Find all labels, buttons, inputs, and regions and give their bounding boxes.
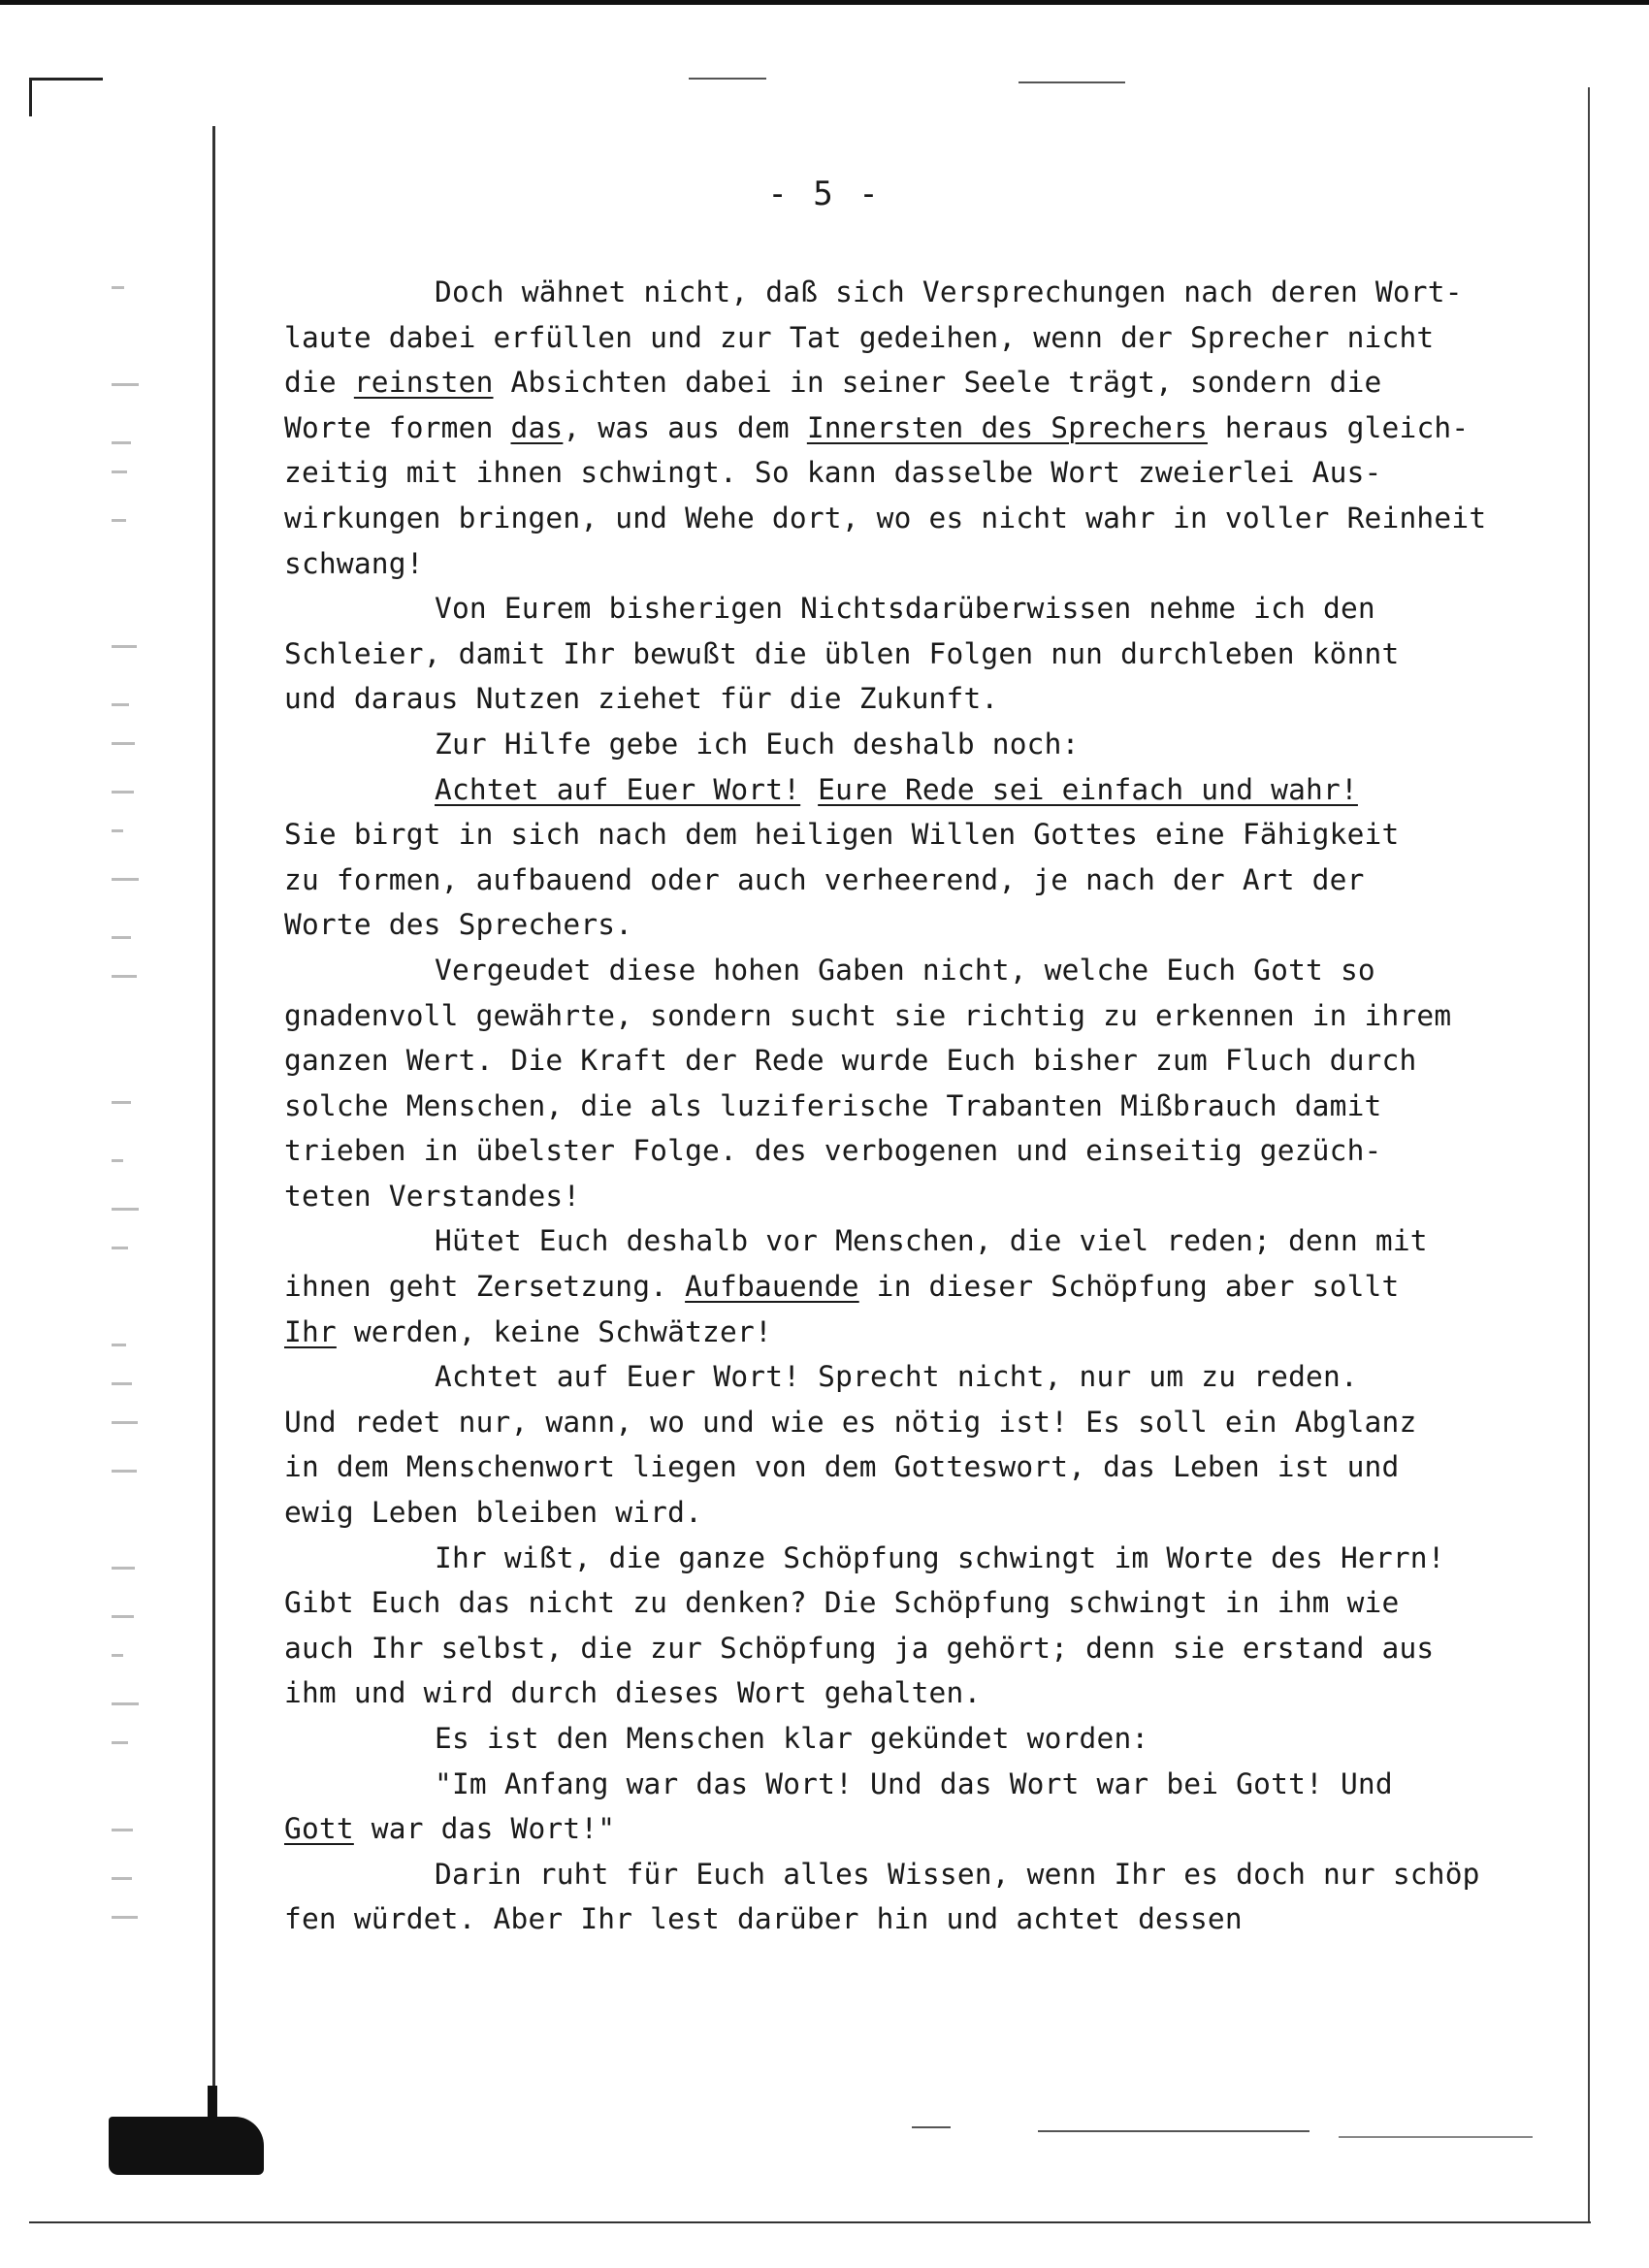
- text-segment: schwang!: [284, 546, 424, 580]
- text-line: [284, 993, 1584, 1039]
- text-line: [284, 1896, 1584, 1942]
- text-segment: Darin ruht für Euch alles Wissen, wenn Ihr es doch nur schöp: [435, 1857, 1480, 1891]
- text-line: [284, 1670, 1584, 1716]
- bottom-margin-rule: [29, 2221, 1591, 2223]
- underlined-text: Gott: [284, 1812, 354, 1846]
- margin-smudge: [112, 1824, 170, 1839]
- text-line: [284, 1128, 1584, 1174]
- margin-smudge: [112, 1736, 170, 1752]
- text-line: [284, 1400, 1584, 1445]
- scan-dash: [1018, 81, 1125, 83]
- text-segment: Absichten dabei in seiner Seele trägt, sondern die: [493, 366, 1382, 400]
- ink-blot-stem: [208, 2086, 217, 2124]
- margin-smudge: [112, 1465, 170, 1480]
- text-line: [284, 450, 1584, 496]
- text-line: [284, 1354, 1584, 1400]
- text-segment: Schleier, damit Ihr bewußt die üblen Folgen nun durchleben könnt: [284, 636, 1400, 670]
- underlined-text: reinsten: [353, 366, 494, 400]
- margin-smudge: [112, 786, 170, 801]
- margin-smudge: [112, 378, 170, 394]
- text-line: [284, 1580, 1584, 1626]
- text-segment: Worte formen: [284, 410, 511, 444]
- text-segment: Vergeudet diese hohen Gaben nicht, welche Euch Gott so: [435, 953, 1375, 987]
- text-segment: werden, keine Schwätzer!: [336, 1314, 772, 1348]
- margin-smudge: [112, 437, 170, 452]
- text-segment: in dem Menschenwort liegen von dem Gotteswort, das Leben ist und: [284, 1450, 1400, 1484]
- text-line: [284, 1762, 1584, 1807]
- margin-smudge: [112, 737, 170, 753]
- text-segment: fen würdet. Aber Ihr lest darüber hin und achtet dessen: [284, 1902, 1243, 1936]
- margin-smudge: [112, 1154, 170, 1170]
- text-segment: Hütet Euch deshalb vor Menschen, die viel reden; denn mit: [435, 1224, 1428, 1258]
- text-line: [284, 1084, 1584, 1129]
- text-line: [284, 1174, 1584, 1219]
- text-segment: "Im Anfang war das Wort! Und das Wort war bei Gott! Und: [435, 1766, 1393, 1800]
- text-line: [284, 1444, 1584, 1490]
- margin-smudge: [112, 1377, 170, 1393]
- corner-mark-vertical: [29, 78, 32, 116]
- margin-smudge: [112, 825, 170, 840]
- margin-smudge: [112, 1096, 170, 1112]
- page-number: - 5 -: [767, 175, 882, 213]
- margin-smudge: [112, 1242, 170, 1257]
- text-segment: [800, 773, 818, 806]
- text-line: [284, 1852, 1584, 1897]
- right-margin-rule: [1588, 87, 1590, 2221]
- text-segment: ihnen geht Zersetzung.: [284, 1270, 686, 1304]
- document-body: [284, 270, 1584, 1942]
- text-line: [284, 360, 1584, 405]
- margin-smudge: [112, 1562, 170, 1577]
- underlined-text: Eure Rede sei einfach und wahr!: [818, 772, 1358, 806]
- text-line: [284, 1626, 1584, 1671]
- left-margin-rule: [212, 126, 215, 2105]
- text-line: [284, 858, 1584, 903]
- text-line: [284, 1490, 1584, 1536]
- margin-smudge: [112, 640, 170, 656]
- text-line: [284, 541, 1584, 587]
- text-line: [284, 1310, 1584, 1355]
- margin-smudge: [112, 698, 170, 714]
- text-line: [284, 902, 1584, 948]
- underlined-text: das: [510, 410, 564, 444]
- text-segment: zu formen, aufbauend oder auch verheerend, je nach der Art der: [284, 862, 1365, 896]
- text-line: [284, 1264, 1584, 1310]
- text-line: [284, 1536, 1584, 1581]
- text-segment: die: [284, 366, 354, 400]
- text-segment: ewig Leben bleiben wird.: [284, 1496, 703, 1530]
- text-segment: Von Eurem bisherigen Nichtsdarüberwissen nehme ich den: [435, 592, 1375, 626]
- text-line: [284, 586, 1584, 632]
- ink-blot: [109, 2117, 264, 2175]
- text-line: [284, 496, 1584, 541]
- text-segment: ganzen Wert. Die Kraft der Rede wurde Euch bisher zum Fluch durch: [284, 1044, 1417, 1078]
- margin-smudge: [112, 1872, 170, 1888]
- underlined-text: Achtet auf Euer Wort!: [435, 772, 801, 806]
- text-line: [284, 270, 1584, 315]
- scan-top-edge: [0, 0, 1649, 5]
- text-line: [284, 632, 1584, 677]
- text-segment: wirkungen bringen, und Wehe dort, wo es nicht wahr in voller Reinheit: [284, 501, 1487, 535]
- scan-dash: [1339, 2136, 1533, 2138]
- text-segment: Worte des Sprechers.: [284, 908, 633, 942]
- margin-smudge: [112, 1911, 170, 1927]
- margin-smudge: [112, 1203, 170, 1218]
- margin-smudge: [112, 281, 170, 297]
- margin-smudge: [112, 1339, 170, 1354]
- text-segment: gnadenvoll gewährte, sondern sucht sie richtig zu erkennen in ihrem: [284, 998, 1452, 1032]
- text-segment: war das Wort!": [353, 1812, 616, 1846]
- margin-smudge: [112, 931, 170, 947]
- text-line: [284, 1716, 1584, 1762]
- text-segment: Zur Hilfe gebe ich Euch deshalb noch:: [435, 727, 1080, 761]
- text-segment: trieben in übelster Folge. des verbogenen und einseitig gezüch-: [284, 1134, 1382, 1168]
- text-segment: Gibt Euch das nicht zu denken? Die Schöpfung schwingt in ihm wie: [284, 1586, 1400, 1620]
- text-line: [284, 948, 1584, 993]
- text-segment: zeitig mit ihnen schwingt. So kann dasselbe Wort zweierlei Aus-: [284, 456, 1382, 490]
- margin-smudge: [112, 1649, 170, 1665]
- scan-dash: [912, 2126, 951, 2128]
- margin-smudge: [112, 514, 170, 530]
- margin-smudge: [112, 466, 170, 481]
- text-segment: Doch wähnet nicht, daß sich Versprechungen nach deren Wort-: [435, 275, 1463, 308]
- text-segment: Ihr wißt, die ganze Schöpfung schwingt im Worte des Herrn!: [435, 1540, 1445, 1574]
- text-segment: , was aus dem: [563, 410, 807, 444]
- text-segment: Es ist den Menschen klar gekündet worden:: [435, 1722, 1149, 1755]
- text-segment: ihm und wird durch dieses Wort gehalten.: [284, 1676, 982, 1710]
- text-segment: solche Menschen, die als luziferische Trabanten Mißbrauch damit: [284, 1088, 1382, 1122]
- text-segment: auch Ihr selbst, die zur Schöpfung ja gehört; denn sie erstand aus: [284, 1631, 1435, 1665]
- text-line: [284, 812, 1584, 858]
- text-line: [284, 722, 1584, 767]
- text-line: [284, 767, 1584, 813]
- underlined-text: Aufbauende: [685, 1270, 859, 1304]
- text-segment: Sie birgt in sich nach dem heiligen Willen Gottes eine Fähigkeit: [284, 818, 1400, 852]
- text-line: [284, 1218, 1584, 1264]
- text-segment: teten Verstandes!: [284, 1179, 581, 1213]
- text-line: [284, 676, 1584, 722]
- text-line: [284, 405, 1584, 451]
- text-segment: heraus gleich-: [1207, 410, 1470, 444]
- text-line: [284, 315, 1584, 361]
- scan-dash: [689, 78, 766, 80]
- text-segment: Und redet nur, wann, wo und wie es nötig ist! Es soll ein Abglanz: [284, 1405, 1417, 1439]
- margin-smudge: [112, 873, 170, 889]
- text-segment: in dieser Schöpfung aber sollt: [858, 1270, 1400, 1304]
- margin-smudge: [112, 1610, 170, 1626]
- text-segment: Achtet auf Euer Wort! Sprecht nicht, nur um zu reden.: [435, 1360, 1358, 1394]
- text-segment: und daraus Nutzen ziehet für die Zukunft.: [284, 682, 999, 716]
- text-segment: laute dabei erfüllen und zur Tat gedeihen, wenn der Sprecher nicht: [284, 320, 1435, 354]
- text-line: [284, 1038, 1584, 1084]
- corner-mark: [29, 78, 103, 81]
- scan-dash: [1038, 2130, 1310, 2132]
- margin-smudge: [112, 970, 170, 986]
- margin-smudge: [112, 1416, 170, 1432]
- underlined-text: Ihr: [284, 1314, 337, 1348]
- margin-smudge: [112, 1698, 170, 1713]
- underlined-text: Innersten des Sprechers: [806, 410, 1208, 444]
- text-line: [284, 1806, 1584, 1852]
